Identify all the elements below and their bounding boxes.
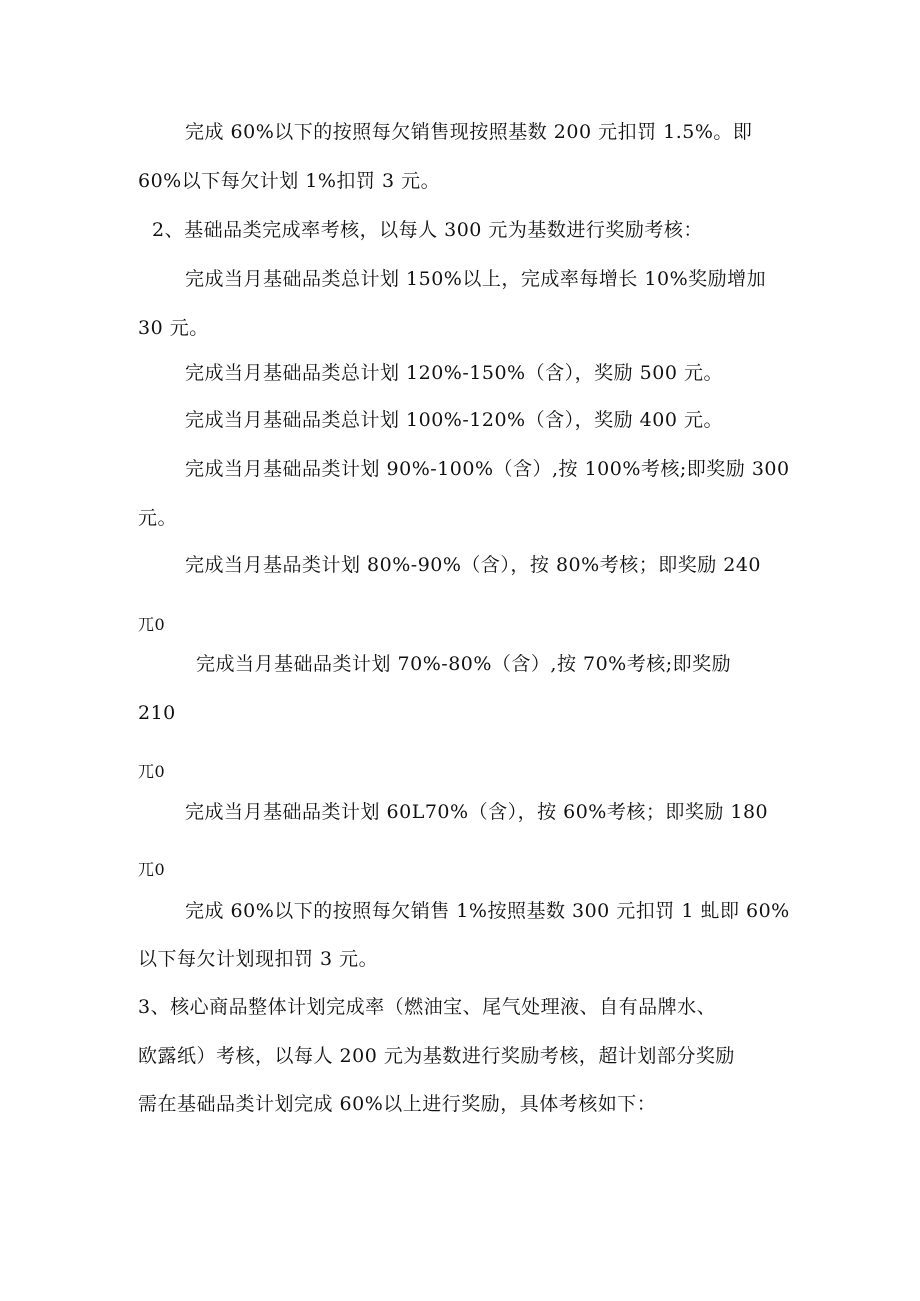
- paragraph-line-7: 完成当月基础品类总计划 100%-120%（含），奖励 400 元。: [185, 409, 723, 431]
- paragraph-line-4: 完成当月基础品类总计划 150%以上，完成率每增长 10%奖励增加: [185, 268, 767, 290]
- section-heading-2: 2、基础品类完成率考核，以每人 300 元为基数进行奖励考核：: [152, 219, 703, 241]
- paragraph-line-6: 完成当月基础品类总计划 120%-150%（含），奖励 500 元。: [185, 362, 723, 384]
- paragraph-line-2: 60%以下每欠计划 1%扣罚 3 元。: [138, 170, 441, 192]
- paragraph-line-9: 元。: [138, 507, 178, 529]
- paragraph-line-11: 兀0: [138, 615, 166, 634]
- paragraph-line-8: 完成当月基础品类计划 90%-100%（含）,按 100%考核;即奖励 300: [185, 458, 790, 480]
- paragraph-line-20: 欧露纸）考核，以每人 200 元为基数进行奖励考核，超计划部分奖励: [138, 1045, 735, 1067]
- paragraph-line-10: 完成当月基品类计划 80%-90%（含），按 80%考核；即奖励 240: [185, 554, 761, 576]
- paragraph-line-13: 210: [138, 702, 176, 724]
- paragraph-line-14: 兀0: [138, 762, 166, 781]
- paragraph-line-1: 完成 60%以下的按照每欠销售现按照基数 200 元扣罚 1.5%。即: [185, 121, 753, 143]
- paragraph-line-18: 以下每欠计划现扣罚 3 元。: [138, 948, 379, 970]
- paragraph-line-16: 兀0: [138, 860, 166, 879]
- paragraph-line-17: 完成 60%以下的按照每欠销售 1%按照基数 300 元扣罚 1 虬即 60%: [185, 900, 790, 922]
- paragraph-line-21: 需在基础品类计划完成 60%以上进行奖励，具体考核如下：: [138, 1093, 657, 1115]
- paragraph-line-15: 完成当月基础品类计划 60L70%（含），按 60%考核；即奖励 180: [185, 801, 769, 823]
- paragraph-line-12: 完成当月基础品类计划 70%-80%（含）,按 70%考核;即奖励: [196, 653, 732, 675]
- section-heading-3: 3、核心商品整体计划完成率（燃油宝、尾气处理液、自有品牌水、: [138, 996, 717, 1018]
- paragraph-line-5: 30 元。: [138, 317, 209, 339]
